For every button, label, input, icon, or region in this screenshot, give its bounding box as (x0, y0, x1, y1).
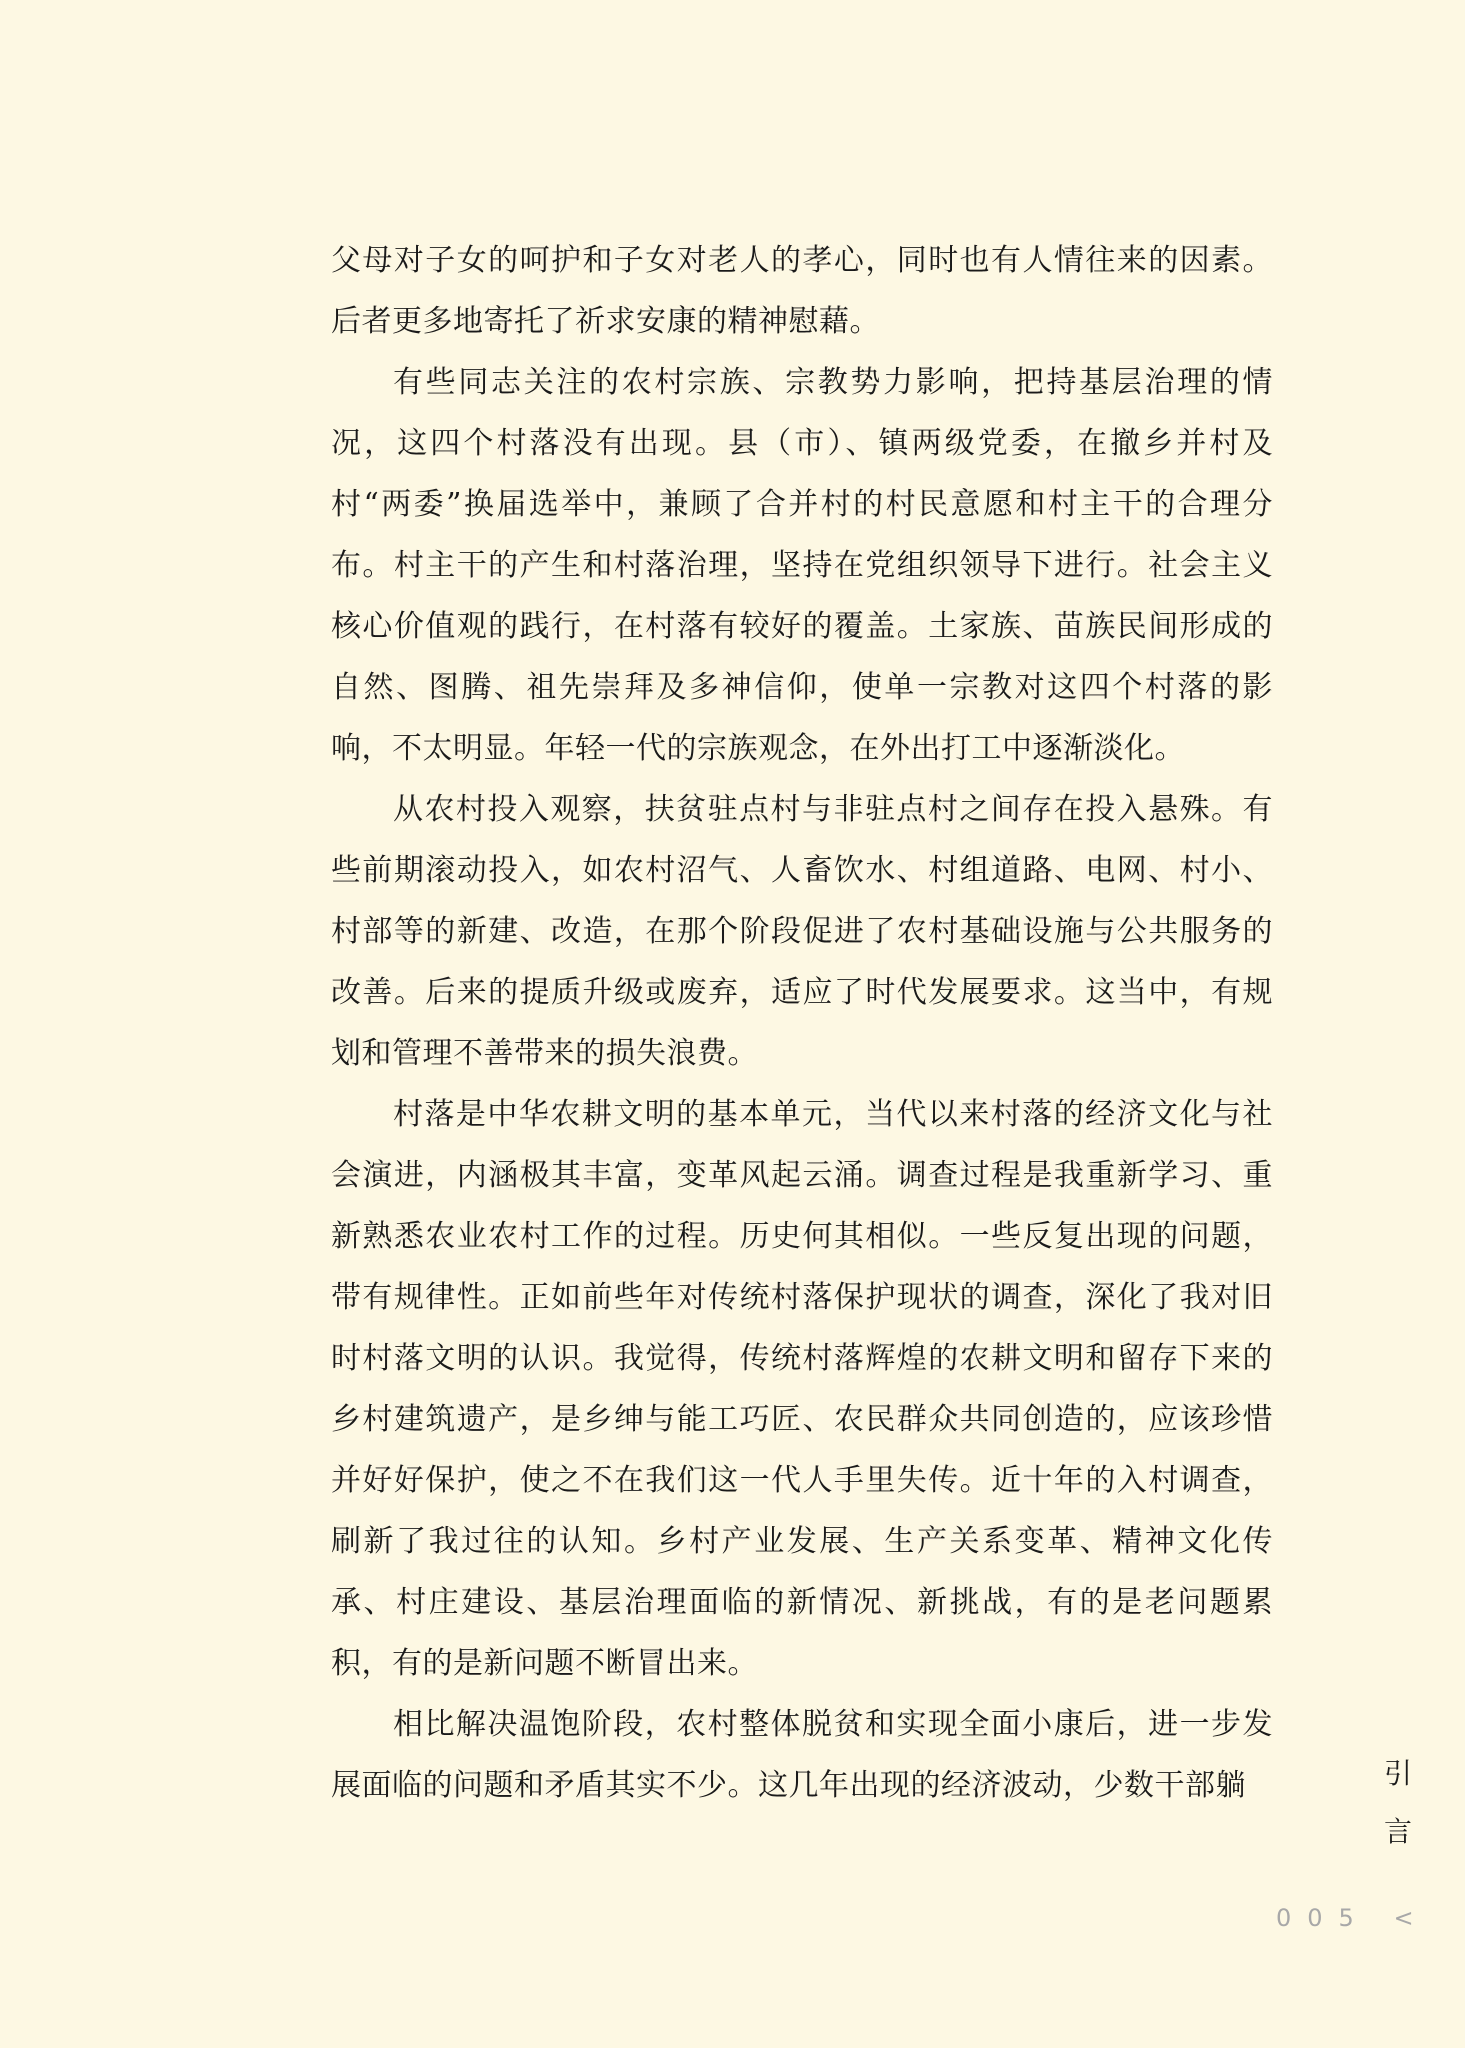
chapter-side-label (1382, 1745, 1414, 1861)
page-number: 005 < (1276, 1904, 1430, 1932)
chapter-label-char-2: 言 (1383, 1815, 1412, 1848)
paragraph-5: 相比解决温饱阶段，农村整体脱贫和实现全面小康后，进一步发展面临的问题和矛盾其实不少。这几年出现的经济波动，少数干部躺 (331, 1707, 1273, 1803)
body-text (331, 230, 1273, 1816)
chapter-label-char-1: 引 (1383, 1757, 1412, 1790)
paragraph-2: 有些同志关注的农村宗族、宗教势力影响，把持基层治理的情况，这四个村落没有出现。县（市）、镇两级党委，在撤乡并村及村“两委”换届选举中，兼顾了合并村的村民意愿和村主干的合理分布。村主干的产生和村落治理，坚持在党组织领导下进行。社会主义核心价值观的践行，在村落有较好的覆盖。土家族、苗族民间形成的自然、图腾、祖先崇拜及多神信仰，使单一宗教对这四个村落的影响，不太明显。年轻一代的宗族观念，在外出打工中逐渐淡化。 (331, 365, 1273, 766)
paragraph-1: 父母对子女的呵护和子女对老人的孝心，同时也有人情往来的因素。后者更多地寄托了祈求安康的精神慰藉。 (331, 243, 1273, 339)
paragraph-4: 村落是中华农耕文明的基本单元，当代以来村落的经济文化与社会演进，内涵极其丰富，变革风起云涌。调查过程是我重新学习、重新熟悉农业农村工作的过程。历史何其相似。一些反复出现的问题，带有规律性。正如前些年对传统村落保护现状的调查，深化了我对旧时村落文明的认识。我觉得，传统村落辉煌的农耕文明和留存下来的乡村建筑遗产，是乡绅与能工巧匠、农民群众共同创造的，应该珍惜并好好保护，使之不在我们这一代人手里失传。近十年的入村调查，刷新了我过往的认知。乡村产业发展、生产关系变革、精神文化传承、村庄建设、基层治理面临的新情况、新挑战，有的是老问题累积，有的是新问题不断冒出来。 (331, 1097, 1273, 1681)
paragraph-3: 从农村投入观察，扶贫驻点村与非驻点村之间存在投入悬殊。有些前期滚动投入，如农村沼气、人畜饮水、村组道路、电网、村小、村部等的新建、改造，在那个阶段促进了农村基础设施与公共服务的改善。后来的提质升级或废弃，适应了时代发展要求。这当中，有规划和管理不善带来的损失浪费。 (331, 792, 1273, 1071)
